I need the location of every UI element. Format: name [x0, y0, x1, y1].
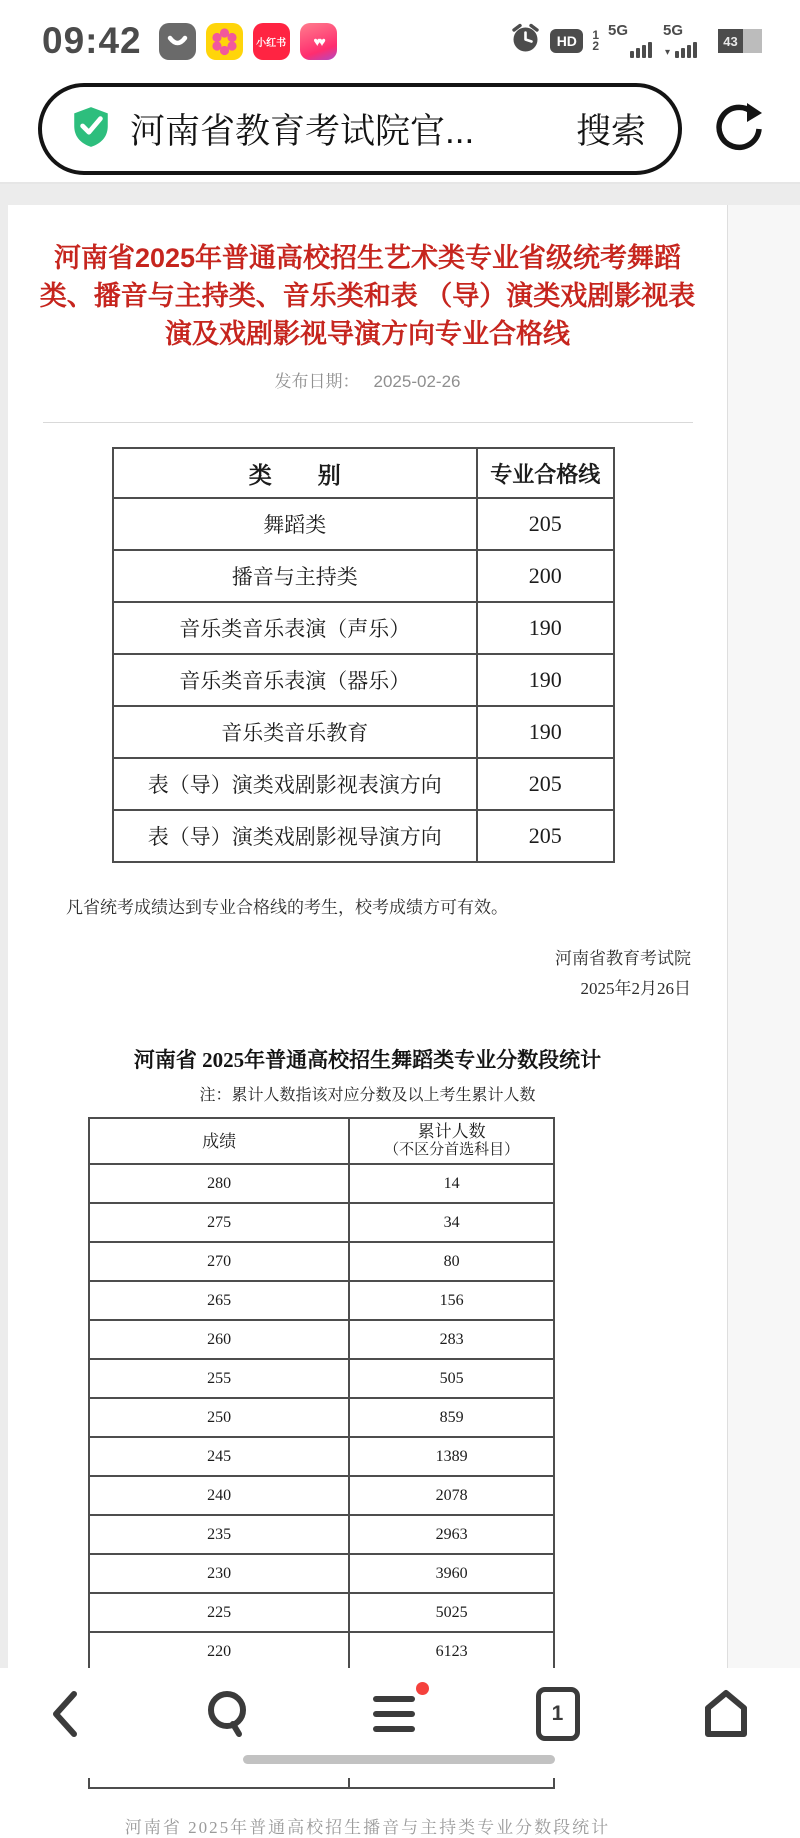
table-row [89, 1320, 554, 1359]
xiaohongshu-app-icon [253, 23, 290, 60]
table-row [113, 550, 614, 602]
table-header-row [89, 1118, 554, 1164]
table-row [113, 498, 614, 550]
article-title: 河南省2025年普通高校招生艺术类专业省级统考舞蹈类、播音与主持类、音乐类和表 （导）演类戏剧影视表演及戏剧影视导演方向专业合格线 [39, 243, 696, 349]
table-row [89, 1632, 554, 1671]
count-cell: 156 [349, 1281, 554, 1320]
score-cell: 190 [477, 706, 614, 758]
sim-slot-numbers [592, 30, 599, 52]
browser-viewport [0, 184, 800, 1837]
clipped-next-section-title: 河南省 2025年普通高校招生播音与主持类专业分数段统计 [124, 1818, 611, 1837]
notification-dot [416, 1682, 429, 1695]
count-cell: 6123 [349, 1632, 554, 1671]
col-category-header: 类 别 [113, 448, 477, 498]
signature-org: 河南省教育考试院 [555, 949, 691, 968]
hearts-glyph: ♥♥ [313, 33, 323, 49]
col-score-header: 专业合格线 [477, 448, 614, 498]
data-arrow-icon: ▾ [665, 47, 671, 58]
browser-address-section [0, 76, 800, 184]
score-cell: 255 [89, 1359, 349, 1398]
tab-count-badge: 1 [536, 1687, 580, 1741]
score-cell: 245 [89, 1437, 349, 1476]
table-row [113, 810, 614, 862]
score-distribution-title: 河南省 2025年普通高校招生舞蹈类专业分数段统计 [133, 1048, 602, 1072]
publish-date-line [8, 367, 727, 392]
smile-app-icon [159, 23, 196, 60]
score-cell: 230 [89, 1554, 349, 1593]
score-cell: 275 [89, 1203, 349, 1242]
count-cell: 505 [349, 1359, 554, 1398]
table-row [89, 1281, 554, 1320]
search-button[interactable]: 搜索 [575, 112, 646, 151]
cumulative-header-line1: 累计人数 [417, 1122, 486, 1141]
score-cell: 205 [477, 498, 614, 550]
page-right-margin [727, 205, 800, 1668]
category-cell: 表（导）演类戏剧影视导演方向 [113, 810, 477, 862]
score-cell: 265 [89, 1281, 349, 1320]
score-cell: 205 [477, 758, 614, 810]
battery-remainder [743, 29, 762, 53]
count-cell: 14 [349, 1164, 554, 1203]
table-row [89, 1515, 554, 1554]
address-bar[interactable] [38, 83, 682, 175]
score-header: 成绩 [89, 1118, 349, 1164]
table-row [113, 758, 614, 810]
score-cell: 235 [89, 1515, 349, 1554]
article-page [8, 205, 727, 1837]
count-cell: 283 [349, 1320, 554, 1359]
secure-shield-icon [70, 105, 112, 154]
category-cell: 音乐类音乐表演（器乐） [113, 654, 477, 706]
signal-sim2 [663, 22, 709, 60]
menu-button[interactable] [373, 1696, 415, 1732]
table-row [89, 1164, 554, 1203]
signal-bars-icon [630, 42, 652, 58]
score-distribution-note: 注：累计人数指该对应分数及以上考生累计人数 [199, 1087, 536, 1104]
table-row [89, 1593, 554, 1632]
table-row [89, 1437, 554, 1476]
notification-icons [159, 23, 337, 60]
score-cell: 190 [477, 602, 614, 654]
signature-date: 2025年2月26日 [580, 979, 691, 998]
qualification-line-table [112, 447, 615, 863]
count-cell: 2963 [349, 1515, 554, 1554]
site-title: 河南省教育考试院官... [130, 112, 475, 151]
status-bar [0, 0, 800, 76]
table-row [89, 1242, 554, 1281]
table-row [89, 1359, 554, 1398]
home-indicator-bar[interactable] [243, 1755, 555, 1764]
score-cell: 250 [89, 1398, 349, 1437]
flower-app-icon [206, 23, 243, 60]
table-row [113, 654, 614, 706]
count-cell: 3960 [349, 1554, 554, 1593]
signature-block [8, 944, 727, 1004]
score-cell: 200 [477, 550, 614, 602]
count-cell: 1389 [349, 1437, 554, 1476]
network-type-1: 5G [608, 22, 629, 39]
tabs-button[interactable] [536, 1687, 580, 1741]
score-cell: 270 [89, 1242, 349, 1281]
table-row [89, 1203, 554, 1242]
hd-voice-badge: HD [550, 29, 583, 53]
battery-percent: 43 [718, 29, 743, 53]
table-row [89, 1398, 554, 1437]
category-cell: 播音与主持类 [113, 550, 477, 602]
battery-icon [718, 29, 762, 53]
alarm-clock-icon [510, 23, 541, 59]
score-cell: 220 [89, 1632, 349, 1671]
cumulative-header-line2: （不区分首选科目） [384, 1142, 520, 1158]
count-cell: 859 [349, 1398, 554, 1437]
count-cell: 34 [349, 1203, 554, 1242]
xiaohongshu-label: 小红书 [256, 37, 287, 49]
score-cell: 190 [477, 654, 614, 706]
table-header-row [113, 448, 614, 498]
publish-date-label: 发布日期： [274, 372, 360, 391]
category-cell: 音乐类音乐表演（声乐） [113, 602, 477, 654]
browser-toolbar [0, 1668, 800, 1778]
cumulative-header [349, 1118, 554, 1164]
count-cell: 2078 [349, 1476, 554, 1515]
status-right-cluster [510, 22, 762, 60]
network-type-2: 5G [663, 22, 684, 39]
signal-sim1 [608, 22, 654, 60]
score-cell: 205 [477, 810, 614, 862]
count-cell: 5025 [349, 1593, 554, 1632]
table-row [89, 1476, 554, 1515]
score-cell: 260 [89, 1320, 349, 1359]
publish-date-value: 2025-02-26 [373, 372, 461, 391]
score-cell: 280 [89, 1164, 349, 1203]
status-time: 09:42 [42, 20, 142, 61]
hearts-app-icon [300, 23, 337, 60]
table-row [113, 602, 614, 654]
category-cell: 表（导）演类戏剧影视表演方向 [113, 758, 477, 810]
category-cell: 舞蹈类 [113, 498, 477, 550]
table-row [89, 1554, 554, 1593]
back-button[interactable] [48, 1688, 82, 1740]
hamburger-icon [373, 1696, 415, 1732]
validity-note: 凡省统考成绩达到专业合格线的考生，校考成绩方可有效。 [66, 898, 508, 917]
home-button[interactable] [700, 1688, 752, 1740]
search-button-toolbar[interactable] [203, 1688, 253, 1740]
sim1-label: 1 [592, 28, 599, 42]
section-divider [43, 422, 693, 423]
score-cell: 225 [89, 1593, 349, 1632]
count-cell: 80 [349, 1242, 554, 1281]
table-row [113, 706, 614, 758]
signal-bars-icon [675, 42, 697, 58]
sim2-label: 2 [592, 39, 599, 53]
score-cell: 240 [89, 1476, 349, 1515]
refresh-button[interactable] [712, 102, 766, 156]
category-cell: 音乐类音乐教育 [113, 706, 477, 758]
